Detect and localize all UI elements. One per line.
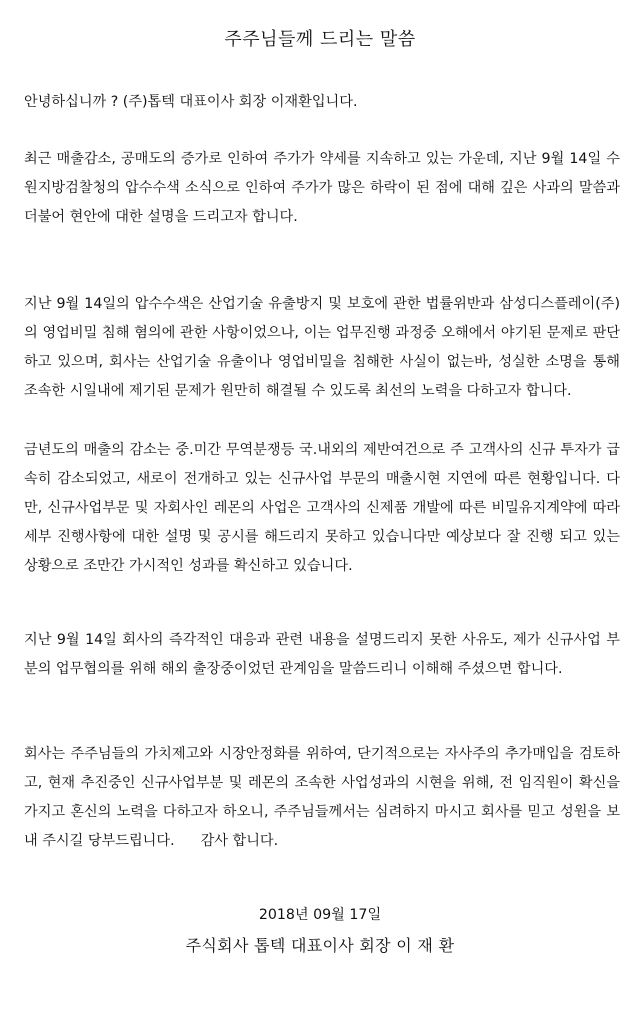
paragraph-3: 금년도의 매출의 감소는 중.미간 무역분쟁등 국.내외의 제반여건으로 주 고객사의 신규 투자가 급속히 감소되었고, 새로이 전개하고 있는 신규사업 부문의 매출시현 지연에 따른 현황입니다. 다만, 신규사업부문 및 자회사인 레몬의 사업은 고객사의 신제품 개발에 따른 비밀유지계약에 따라 세부 진행사항에 대한 설명 및 공시를 해드리지 못하고 있습니다만 예상보다 잘 진행 되고 있는 상황으로 조만간 가시적인 성과를 확신하고 있습니다. — [24, 442, 620, 574]
letter-signature: 주식회사 톱텍 대표이사 회장 이 재 환 — [185, 936, 455, 955]
paragraph-2: 지난 9월 14일의 압수수색은 산업기술 유출방지 및 보호에 관한 법률위반과 삼성디스플레이(주)의 영업비밀 침해 혐의에 관한 사항이었으나, 이는 업무진행 과정중 오해에서 야기된 문제로 판단하고 있으며, 회사는 산업기술 유출이나 영업비밀을 침해한 사실이 없는바, 성실한 소명을 통해 조속한 시일내에 제기된 문제가 원만히 해결될 수 있도록 최선의 노력을 다하고자 합니다. — [24, 296, 620, 399]
letter-date: 2018년 09월 17일 — [258, 907, 382, 923]
paragraph-1: 최근 매출감소, 공매도의 증가로 인하여 주가가 약세를 지속하고 있는 가운데, 지난 9월 14일 수원지방검찰청의 압수수색 소식으로 인하여 주가가 많은 하락이 된 점에 대해 깊은 사과의 말씀과 더불어 현안에 대한 설명을 드리고자 합니다. — [24, 151, 620, 225]
paragraph-5 — [24, 740, 620, 856]
letter-title: 주주님들께 드리는 말씀 — [224, 29, 416, 50]
greeting-line: 안녕하십니까 ? (주)톱텍 대표이사 회장 이재환입니다. — [24, 94, 358, 110]
closing-thanks: 감사 합니다. — [200, 833, 279, 849]
paragraph-5-text: 회사는 주주님들의 가치제고와 시장안정화를 위하여, 단기적으로는 자사주의 추가매입을 검토하고, 현재 추진중인 신규사업부분 및 레몬의 조속한 사업성과의 시현을 위해, 전 임직원이 확신을 가지고 혼신의 노력을 다하고자 하오니, 주주님들께서는 심려하지 마시고 회사를 믿고 성원을 보내 주시길 당부드립니다. — [24, 746, 620, 849]
paragraph-4: 지난 9월 14일 회사의 즉각적인 대응과 관련 내용을 설명드리지 못한 사유도, 제가 신규사업 부분의 업무협의를 위해 해외 출장중이었던 관계임을 말씀드리니 이해해 주셨으면 합니다. — [24, 632, 620, 677]
